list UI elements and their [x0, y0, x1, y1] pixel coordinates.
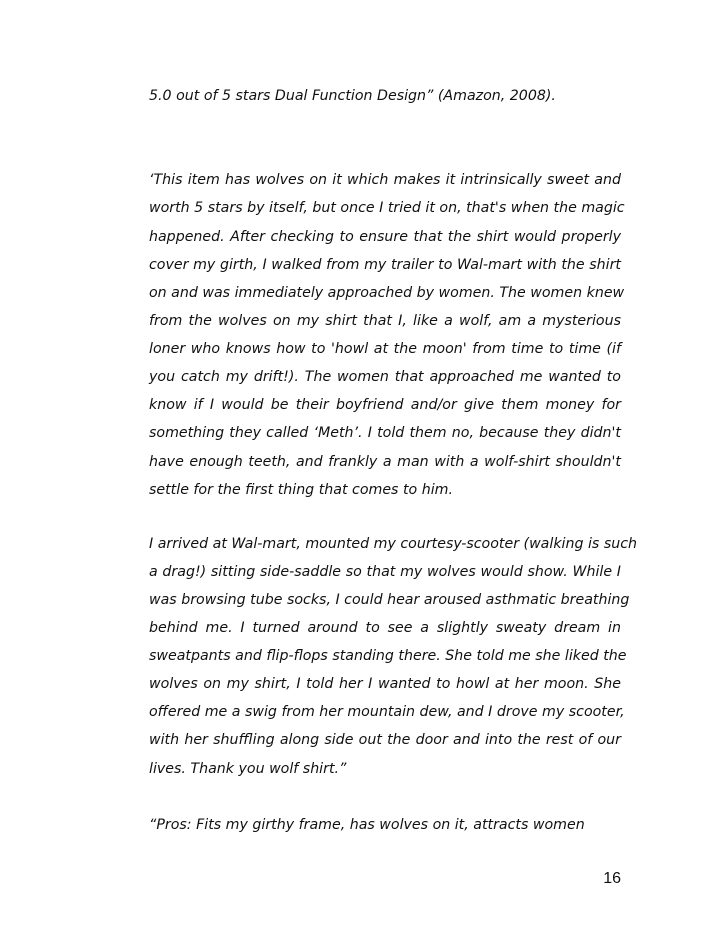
- paragraph-line: cover my girth, I walked from my trailer to Wal-mart with the shirt: [149, 257, 621, 273]
- paragraph-line: loner who knows how to 'howl at the moon' from time to time (if: [149, 341, 621, 357]
- paragraph-line: you catch my drift!). The women that approached me wanted to: [149, 369, 621, 385]
- page-number: 16: [603, 870, 621, 887]
- paragraph-line: behind me. I turned around to see a slightly sweaty dream in: [149, 620, 621, 636]
- paragraph-line: settle for the first thing that comes to him.: [149, 482, 453, 498]
- pros-line: “Pros: Fits my girthy frame, has wolves on it, attracts women: [149, 817, 585, 833]
- paragraph-line: sweatpants and flip-flops standing there. She told me she liked the: [149, 648, 627, 664]
- paragraph-line: from the wolves on my shirt that I, like a wolf, am a mysterious: [149, 313, 621, 329]
- paragraph-line: wolves on my shirt, I told her I wanted to howl at her moon. She: [149, 676, 621, 692]
- paragraph-line: on and was immediately approached by women. The women knew: [149, 285, 625, 301]
- paragraph-line: ‘This item has wolves on it which makes it intrinsically sweet and: [149, 172, 621, 188]
- paragraph-line: with her shuffling along side out the door and into the rest of our: [149, 732, 621, 748]
- paragraph-line: lives. Thank you wolf shirt.”: [149, 761, 347, 777]
- paragraph-line: worth 5 stars by itself, but once I tried it on, that's when the magic: [149, 200, 625, 216]
- paragraph-line: was browsing tube socks, I could hear aroused asthmatic breathing: [149, 592, 630, 608]
- paragraph-line: a drag!) sitting side-saddle so that my wolves would show. While I: [149, 564, 621, 580]
- heading-line: 5.0 out of 5 stars Dual Function Design” (Amazon, 2008).: [149, 88, 556, 104]
- paragraph-line: something they called ‘Meth’. I told them no, because they didn't: [149, 425, 621, 441]
- paragraph-line: I arrived at Wal-mart, mounted my courtesy-scooter (walking is such: [149, 536, 637, 552]
- paragraph-line: offered me a swig from her mountain dew, and I drove my scooter,: [149, 704, 625, 720]
- paragraph-line: happened. After checking to ensure that the shirt would properly: [149, 229, 621, 245]
- paragraph-line: have enough teeth, and frankly a man with a wolf-shirt shouldn't: [149, 454, 621, 470]
- paragraph-line: know if I would be their boyfriend and/or give them money for: [149, 397, 621, 413]
